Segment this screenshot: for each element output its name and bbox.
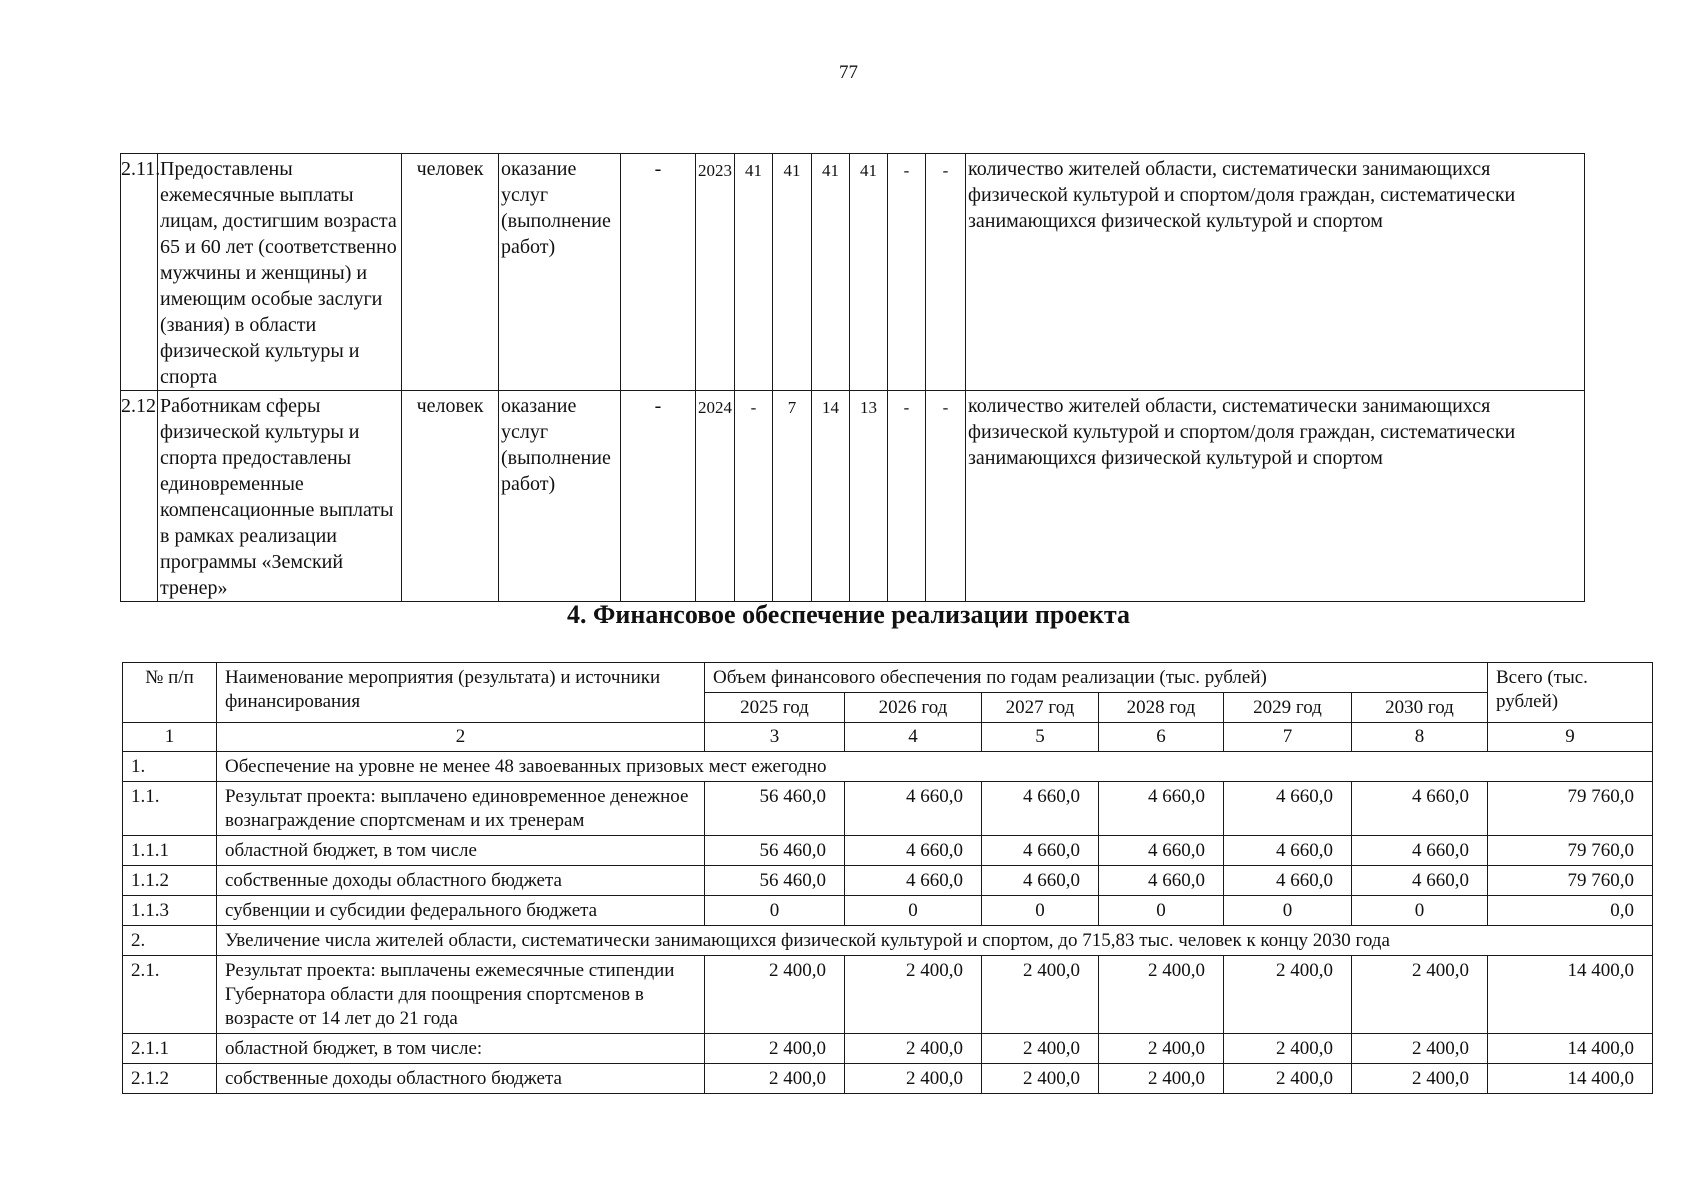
year-value: 2 400,0 [982, 956, 1099, 1034]
header-year: 2025 год [705, 693, 845, 723]
total-value: 0,0 [1488, 896, 1653, 926]
header-row [123, 663, 1653, 693]
column-index: 4 [845, 723, 982, 752]
row-number: 2.1. [123, 956, 217, 1034]
year-value: 56 460,0 [705, 836, 845, 866]
header-total: Всего (тыс. рублей) [1488, 663, 1653, 723]
cell-value: - [926, 391, 966, 602]
row-name: Результат проекта: выплачены ежемесячные стипендии Губернатора области для поощрения спортсменов в возрасте от 14 лет до 21 года [217, 956, 705, 1034]
column-index: 1 [123, 723, 217, 752]
cell-value: 41 [812, 154, 850, 391]
unit: человек [402, 154, 499, 391]
year-value: 2 400,0 [982, 1064, 1099, 1094]
header-volume: Объем финансового обеспечения по годам реализации (тыс. рублей) [705, 663, 1488, 693]
year-value: 4 660,0 [1099, 782, 1224, 836]
row-name: субвенции и субсидии федерального бюджета [217, 896, 705, 926]
year-value: 0 [982, 896, 1099, 926]
cell-value: 41 [850, 154, 888, 391]
table-row [123, 866, 1653, 896]
year-value: 2 400,0 [1352, 1064, 1488, 1094]
year-value: 4 660,0 [1352, 782, 1488, 836]
total-value: 14 400,0 [1488, 1034, 1653, 1064]
cell-value: - [888, 391, 926, 602]
year-value: 2 400,0 [1352, 1034, 1488, 1064]
column-index: 7 [1224, 723, 1352, 752]
year-value: 56 460,0 [705, 782, 845, 836]
column-index: 3 [705, 723, 845, 752]
activities-table [120, 153, 1585, 602]
row-number: 2.11. [121, 154, 158, 391]
row-number: 1.1.2 [123, 866, 217, 896]
total-value: 14 400,0 [1488, 956, 1653, 1034]
year-value: 4 660,0 [982, 782, 1099, 836]
section-row [123, 752, 1653, 782]
unit: человек [402, 391, 499, 602]
activity-type: оказание услуг (выполнение работ) [499, 391, 621, 602]
base-year: 2024 [696, 391, 735, 602]
year-value: 0 [845, 896, 982, 926]
indicator: количество жителей области, систематически занимающихся физической культурой и спортом/доля граждан, систематически занимающихся физической культурой и спортом [966, 391, 1585, 602]
year-value: 2 400,0 [1352, 956, 1488, 1034]
header-num: № п/п [123, 663, 217, 723]
row-number: 1.1. [123, 782, 217, 836]
cell-value: - [621, 391, 696, 602]
row-name: областной бюджет, в том числе: [217, 1034, 705, 1064]
activity-type: оказание услуг (выполнение работ) [499, 154, 621, 391]
cell-value: - [735, 391, 773, 602]
year-value: 0 [1224, 896, 1352, 926]
cell-value: 13 [850, 391, 888, 602]
total-value: 79 760,0 [1488, 836, 1653, 866]
year-value: 56 460,0 [705, 866, 845, 896]
row-name: собственные доходы областного бюджета [217, 1064, 705, 1094]
year-value: 0 [1099, 896, 1224, 926]
year-value: 4 660,0 [1224, 782, 1352, 836]
cell-value: 41 [773, 154, 812, 391]
header-year: 2026 год [845, 693, 982, 723]
year-value: 2 400,0 [1099, 1034, 1224, 1064]
year-value: 0 [1352, 896, 1488, 926]
year-value: 4 660,0 [1224, 866, 1352, 896]
section-number: 1. [123, 752, 217, 782]
table-row [123, 782, 1653, 836]
total-value: 79 760,0 [1488, 782, 1653, 836]
table-row [123, 1034, 1653, 1064]
row-number: 1.1.3 [123, 896, 217, 926]
section-title: 4. Финансовое обеспечение реализации проекта [567, 600, 1130, 629]
row-name: областной бюджет, в том числе [217, 836, 705, 866]
header-year: 2029 год [1224, 693, 1352, 723]
section-number: 2. [123, 926, 217, 956]
row-number: 2.1.2 [123, 1064, 217, 1094]
year-value: 2 400,0 [1224, 1034, 1352, 1064]
header-year: 2028 год [1099, 693, 1224, 723]
cell-value: 7 [773, 391, 812, 602]
column-index: 9 [1488, 723, 1653, 752]
row-number: 2.1.1 [123, 1034, 217, 1064]
year-value: 4 660,0 [982, 836, 1099, 866]
column-index-row [123, 723, 1653, 752]
year-value: 2 400,0 [982, 1034, 1099, 1064]
row-number: 1.1.1 [123, 836, 217, 866]
header-year: 2027 год [982, 693, 1099, 723]
year-value: 2 400,0 [705, 1034, 845, 1064]
cell-value: - [888, 154, 926, 391]
header-year: 2030 год [1352, 693, 1488, 723]
section-title: Обеспечение на уровне не менее 48 завоеванных призовых мест ежегодно [217, 752, 1653, 782]
page-number: 77 [839, 62, 858, 83]
column-index: 5 [982, 723, 1099, 752]
year-value: 4 660,0 [1224, 836, 1352, 866]
column-index: 2 [217, 723, 705, 752]
column-index: 6 [1099, 723, 1224, 752]
row-name: Результат проекта: выплачено единовременное денежное вознаграждение спортсменам и их тренерам [217, 782, 705, 836]
row-number: 2.12 [121, 391, 158, 602]
year-value: 2 400,0 [705, 1064, 845, 1094]
section-title: Увеличение числа жителей области, систематически занимающихся физической культурой и спортом, до 715,83 тыс. человек к концу 2030 года [217, 926, 1653, 956]
year-value: 4 660,0 [1352, 866, 1488, 896]
base-year: 2023 [696, 154, 735, 391]
table-row [123, 956, 1653, 1034]
year-value: 4 660,0 [982, 866, 1099, 896]
year-value: 2 400,0 [1099, 1064, 1224, 1094]
row-name: собственные доходы областного бюджета [217, 866, 705, 896]
finance-table [122, 662, 1653, 1094]
year-value: 2 400,0 [705, 956, 845, 1034]
year-value: 0 [705, 896, 845, 926]
total-value: 14 400,0 [1488, 1064, 1653, 1094]
indicator: количество жителей области, систематически занимающихся физической культурой и спортом/доля граждан, систематически занимающихся физической культурой и спортом [966, 154, 1585, 391]
column-index: 8 [1352, 723, 1488, 752]
activity-name: Работникам сферы физической культуры и спорта предоставлены единовременные компенсационные выплаты в рамках реализации программы «Земский тренер» [158, 391, 402, 602]
year-value: 4 660,0 [1099, 866, 1224, 896]
year-value: 4 660,0 [845, 782, 982, 836]
total-value: 79 760,0 [1488, 866, 1653, 896]
year-value: 4 660,0 [845, 866, 982, 896]
cell-value: 14 [812, 391, 850, 602]
year-value: 2 400,0 [1099, 956, 1224, 1034]
cell-value: 41 [735, 154, 773, 391]
cell-value: - [621, 154, 696, 391]
year-value: 2 400,0 [845, 1064, 982, 1094]
activity-name: Предоставлены ежемесячные выплаты лицам, достигшим возраста 65 и 60 лет (соответственно мужчины и женщины) и имеющим особые заслуги (звания) в области физической культуры и спорта [158, 154, 402, 391]
year-value: 4 660,0 [1099, 836, 1224, 866]
table-row [123, 1064, 1653, 1094]
year-value: 4 660,0 [845, 836, 982, 866]
year-value: 4 660,0 [1352, 836, 1488, 866]
table-row [123, 896, 1653, 926]
year-value: 2 400,0 [845, 956, 982, 1034]
cell-value: - [926, 154, 966, 391]
table-row [123, 836, 1653, 866]
section-row [123, 926, 1653, 956]
year-value: 2 400,0 [1224, 956, 1352, 1034]
table-row [121, 391, 1585, 602]
year-value: 2 400,0 [1224, 1064, 1352, 1094]
header-name: Наименование мероприятия (результата) и источники финансирования [217, 663, 705, 723]
table-row [121, 154, 1585, 391]
year-value: 2 400,0 [845, 1034, 982, 1064]
